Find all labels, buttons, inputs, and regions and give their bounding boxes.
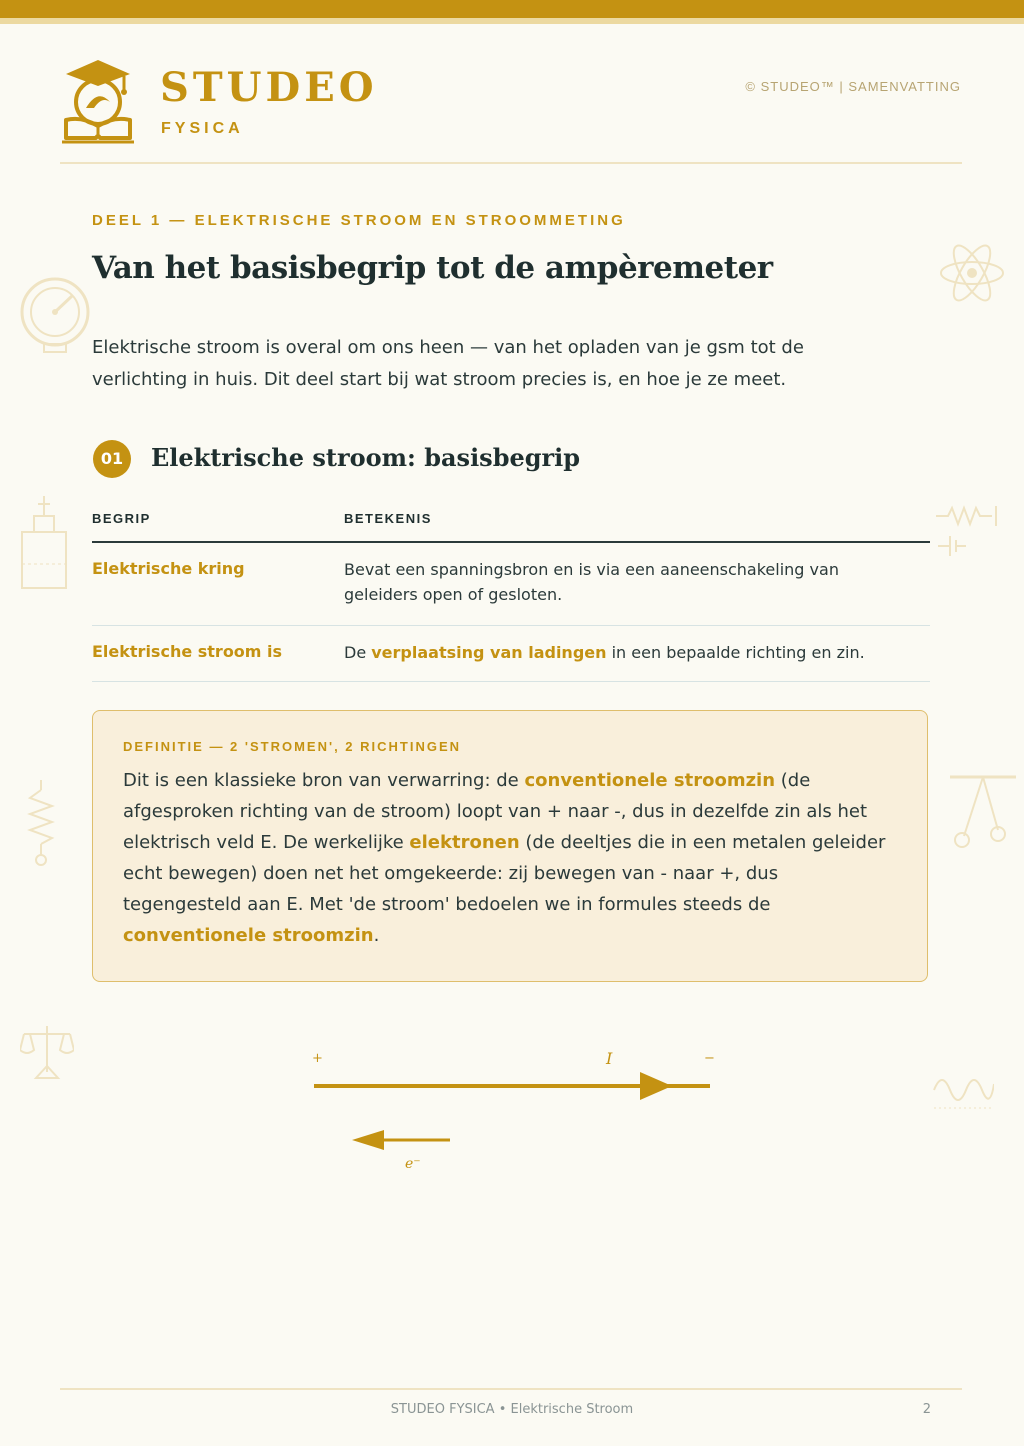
spring-icon [26,780,56,866]
table-term: Elektrische kring [92,559,245,578]
column-header-begrip: BEGRIP [92,511,151,526]
current-direction-diagram [300,1040,720,1180]
current-arrow-icon [640,1072,672,1100]
definition-label: DEFINITIE — 2 'STROMEN', 2 RICHTINGEN [123,739,462,754]
footer-text: STUDEO FYSICA • Elektrische Stroom [390,1402,634,1417]
pressure-gauge-icon [18,276,92,356]
table-row [92,626,930,682]
table-definition: Bevat een spanningsbron en is via een aaneenschakeling van geleiders open of gesloten. [344,560,839,604]
column-header-betekenis: BETEKENIS [344,511,432,526]
table-term: Elektrische stroom is [92,642,283,661]
electron-arrow-icon [352,1130,384,1150]
definition-text-part: (de deeltjes die in een metalen geleider echt bewegen) doen net het omgekeerde: zij bewegen van - naar +, dus tegengesteld aan E. Met 'de stroom' bedoelen we in formules steeds de [123,832,886,915]
definition-text: in een bepaalde richting en zin. [606,643,865,662]
atom-icon [938,240,1006,306]
header-divider [60,162,962,164]
electron-label: e⁻ [405,1156,421,1172]
pendulum-icon [948,774,1018,850]
battery-icon [20,496,68,592]
definition-highlight: elektronen [409,832,520,853]
glossary-table [92,508,930,682]
balance-scale-icon [20,1024,74,1080]
table-header-row [92,508,930,543]
intro-paragraph: Elektrische stroom is overal om ons heen — van het opladen van je gsm tot de verlichting in huis. Dit deel start bij wat stroom precies is, en hoe je ze meet. [92,337,804,390]
page-number: 2 [922,1402,931,1417]
definition-text-part: . [373,925,380,946]
section-kicker: DEEL 1 — ELEKTRISCHE STROOM EN STROOMMETING [92,212,626,229]
minus-terminal-label: − [704,1051,715,1066]
section-number-badge: 01 [93,440,131,478]
section-title: Elektrische stroom: basisbegrip [151,443,581,472]
brand-subject: FYSICA [161,120,244,137]
sine-wave-icon [932,1070,994,1112]
definition-highlight: verplaatsing van ladingen [371,643,607,662]
current-label: I [606,1049,613,1068]
definition-text [123,765,893,951]
table-definition [344,640,904,665]
definition-highlight: conventionele stroomzin [123,925,374,946]
top-accent-bar [0,0,1024,18]
brand-name: STUDEO [160,64,378,111]
page-title: Van het basisbegrip tot de ampèremeter [92,250,773,286]
table-row [92,543,930,626]
definition-highlight: conventionele stroomzin [524,770,776,791]
definition-text-part: Dit is een klassieke bron van verwarring: de [123,770,525,791]
definition-text-part: (de afgesproken richting van de stroom) loopt van + naar -, dus in dezelfde zin als het elektrisch veld E. De werkelijke [123,770,868,853]
copyright-notice: © STUDEO™ | SAMENVATTING [745,79,961,94]
footer-divider [60,1388,962,1390]
graduation-cap-book-logo-icon [58,58,138,144]
resistor-capacitor-icon [936,500,1000,560]
top-accent-stripe [0,18,1024,24]
plus-terminal-label: + [312,1051,323,1066]
definition-callout [92,710,928,982]
definition-text: De [344,643,372,662]
